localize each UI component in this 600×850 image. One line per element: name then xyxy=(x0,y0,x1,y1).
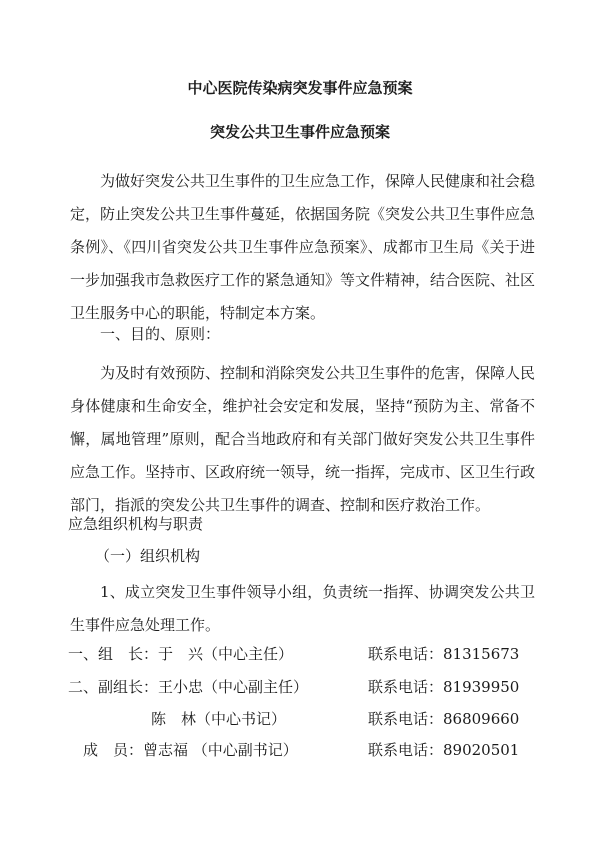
section-org-paragraph: 1、成立突发卫生事件领导小组，负责统一指挥、协调突发公共卫生事件应急处理工作。 xyxy=(70,583,535,634)
member-row-leader xyxy=(68,642,538,666)
member-row-deputy-2 xyxy=(68,707,538,731)
member-phone: 联系电话：81315673 xyxy=(368,645,520,663)
section-org-heading: 应急组织机构与职责 xyxy=(68,515,204,533)
member-phone: 联系电话：86809660 xyxy=(368,710,520,728)
document-title: 中心医院传染病突发事件应急预案 xyxy=(187,79,413,97)
intro-paragraph: 为做好突发公共卫生事件的卫生应急工作，保障人民健康和社会稳定，防止突发公共卫生事件蔓延，依据国务院《突发公共卫生事件应急条例》、《四川省突发公共卫生事件应急预案》、成都市卫生局《关于进一步加强我市急救医疗工作的紧急通知》等文件精神，结合医院、社区卫生服务中心的职能，特制定本方案。 xyxy=(70,172,536,322)
member-role-name: 一、组 长：于 兴（中心主任） xyxy=(68,645,294,663)
member-role-name: 成 员：曾志福 （中心副书记） xyxy=(68,741,298,759)
section-org-subheading: （一）组织机构 xyxy=(95,547,201,565)
section-goal-paragraph: 为及时有效预防、控制和消除突发公共卫生事件的危害，保障人民身体健康和生命安全，维护社会安定和发展，坚持“预防为主、常备不懈，属地管理”原则，配合当地政府和有关部门做好突发公共卫生事件应急工作。坚持市、区政府统一领导，统一指挥，完成市、区卫生行政部门，指派的突发公共卫生事件的调查、控制和医疗救治工作。 xyxy=(70,364,536,514)
document-subtitle: 突发公共卫生事件应急预案 xyxy=(209,123,390,141)
member-role-name: 陈 林（中心书记） xyxy=(151,710,287,728)
member-row-member xyxy=(68,738,538,762)
member-phone: 联系电话：89020501 xyxy=(368,741,520,759)
member-row-deputy-1 xyxy=(68,675,538,699)
member-role-name: 二、副组长：王小忠（中心副主任） xyxy=(68,678,309,696)
member-phone: 联系电话：81939950 xyxy=(368,678,520,696)
section-goal-heading: 一、目的、原则： xyxy=(100,325,221,343)
